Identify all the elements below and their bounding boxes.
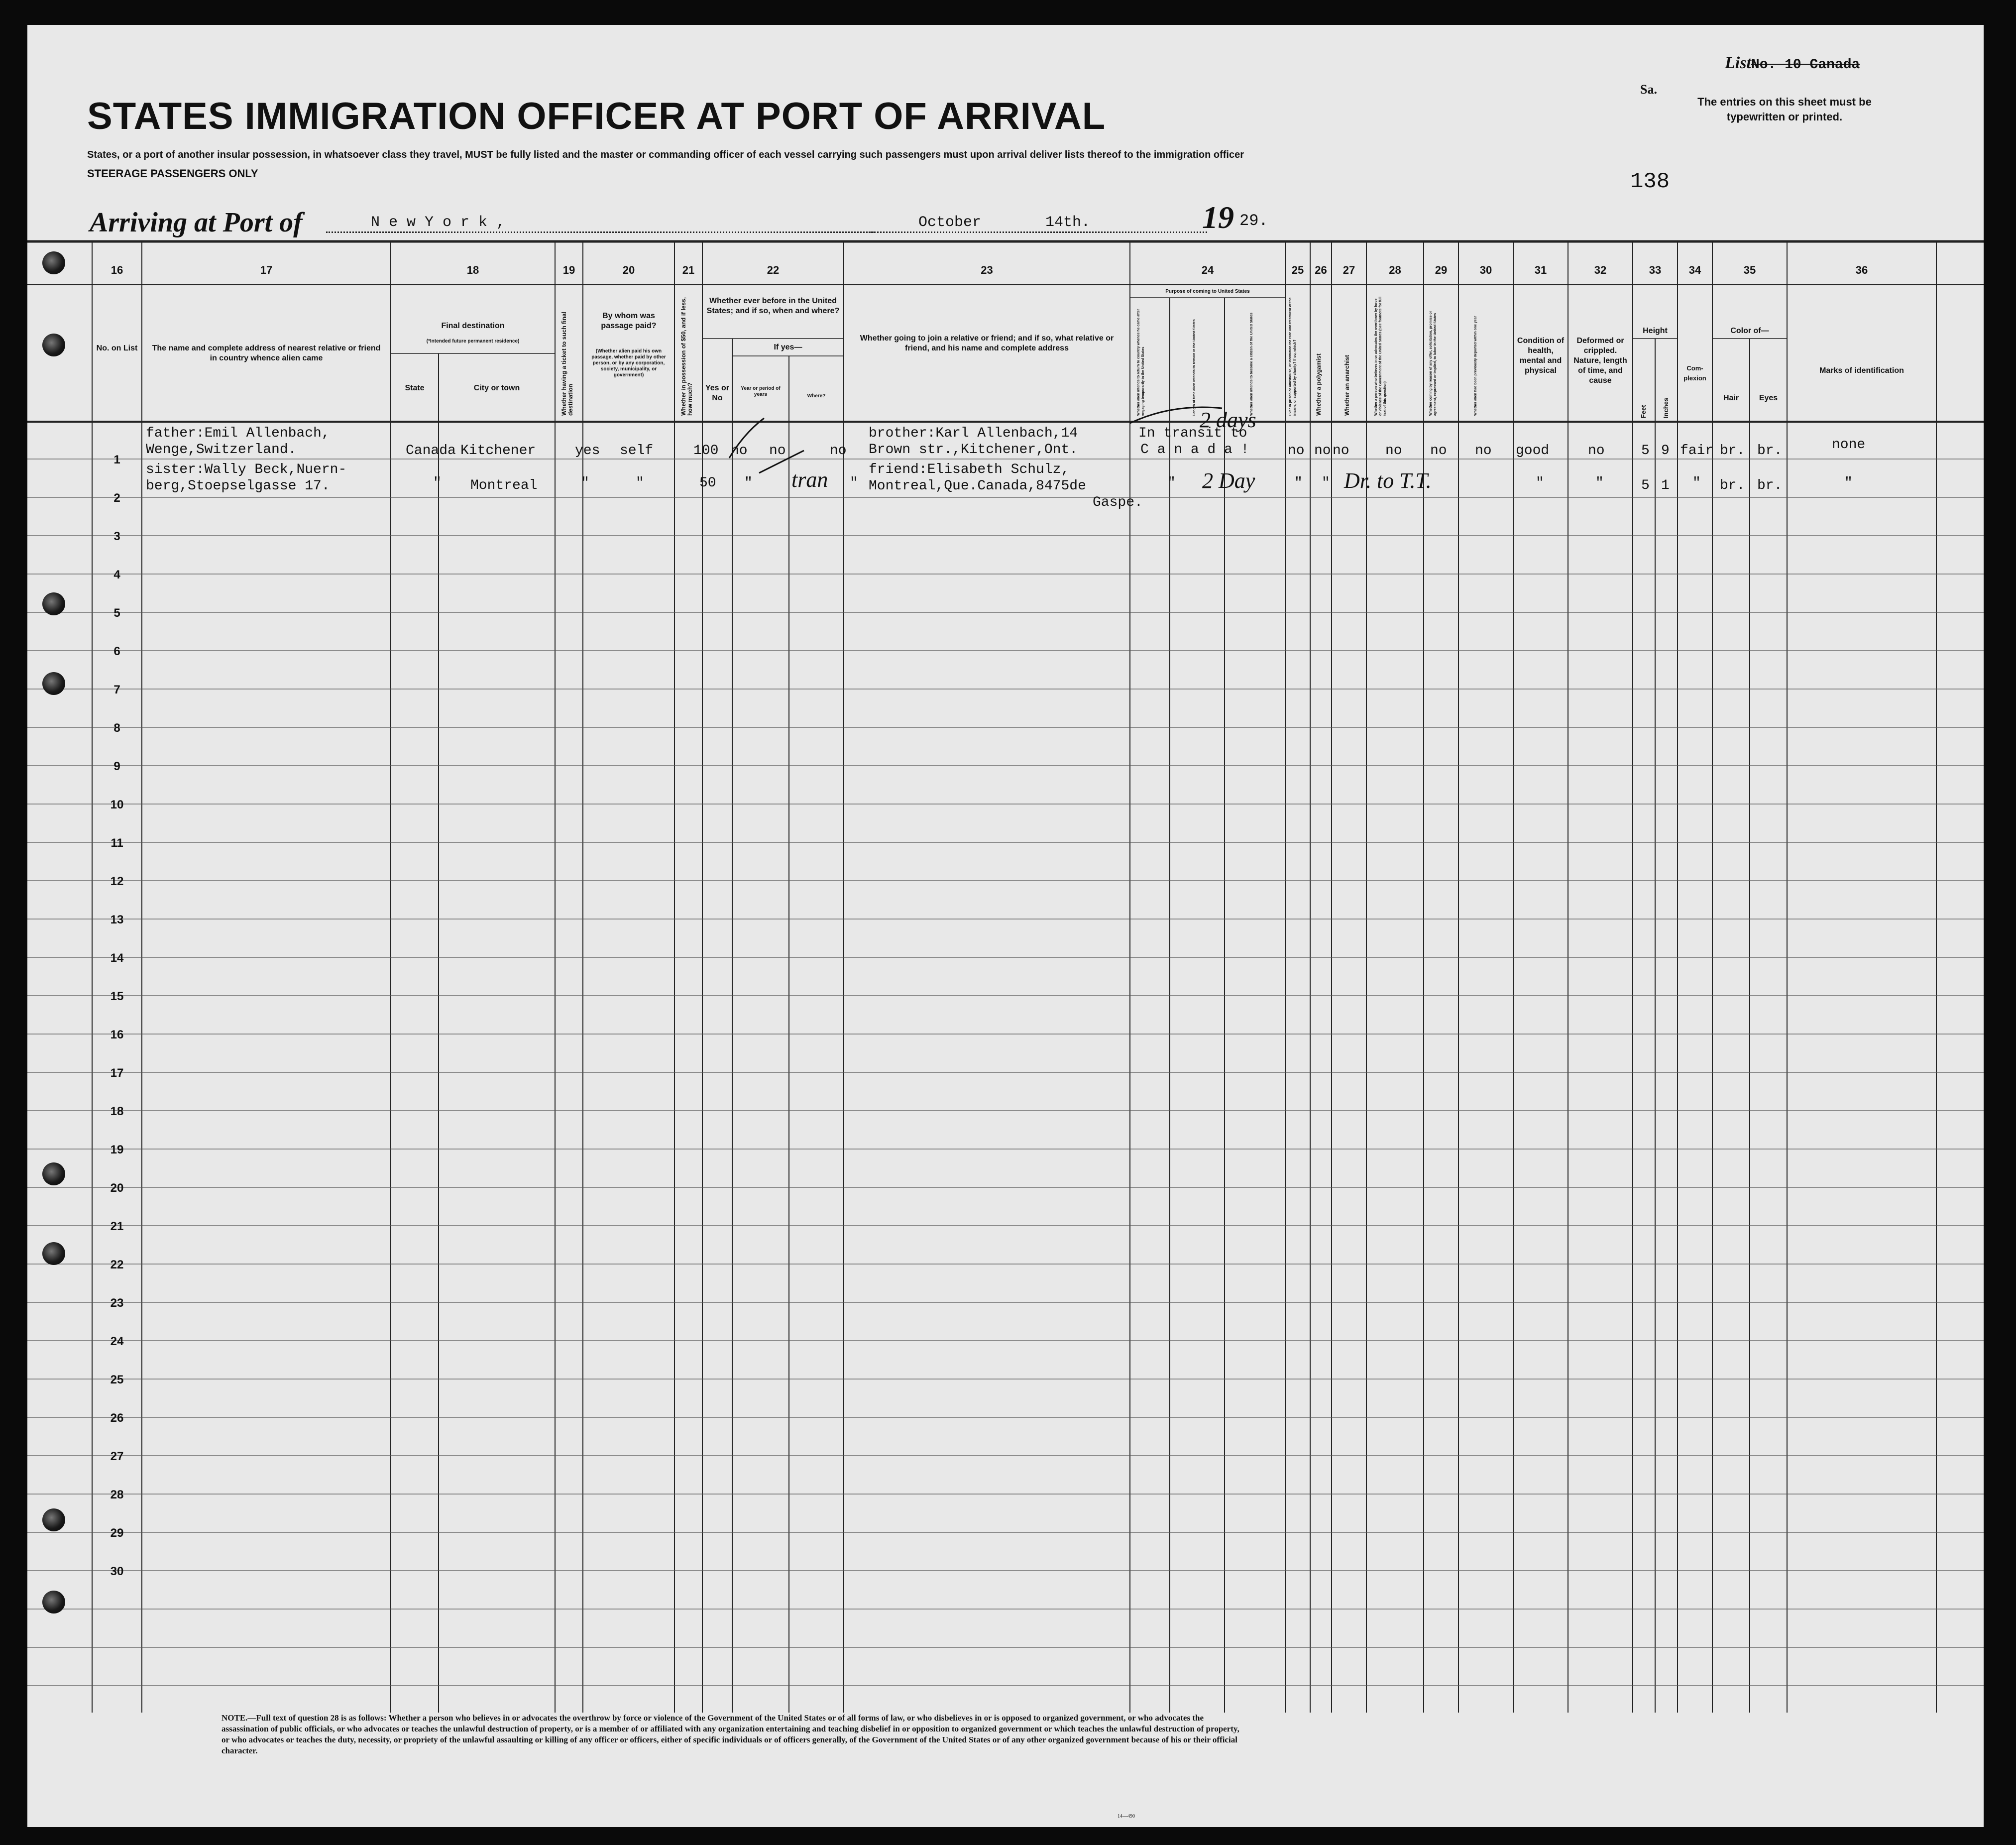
- punch-hole: [42, 334, 65, 356]
- col-16-header: No. on List: [96, 344, 138, 352]
- col-24c-header: Whether alien intends to become a citizen of the United States: [1250, 313, 1253, 416]
- row-number: 30: [110, 1565, 124, 1578]
- row-number: 3: [113, 530, 120, 543]
- row1-inches: 9: [1661, 443, 1670, 459]
- row-number: 18: [110, 1105, 124, 1118]
- row2-paid-by: ": [636, 475, 644, 491]
- row1-labor-offer: no: [1430, 443, 1447, 459]
- col-29-num: 29: [1435, 264, 1448, 276]
- row2-health: ": [1536, 475, 1544, 491]
- row1-hair: br.: [1720, 443, 1745, 459]
- month-value: October: [918, 214, 982, 231]
- col-22-num: 22: [767, 264, 780, 276]
- row2-join-line2: Montreal,Que.Canada,8475de: [869, 478, 1086, 494]
- row2-state: ": [433, 475, 442, 491]
- row2-relative-line1: sister:Wally Beck,Nuern-: [146, 462, 347, 477]
- row-number: 5: [113, 606, 120, 620]
- col-26-header: Whether a polygamist: [1315, 353, 1322, 416]
- row2-purpose-handwritten: 2 Day: [1202, 468, 1255, 493]
- row-number: 27: [110, 1450, 124, 1463]
- col-18-city-header: City or town: [473, 384, 520, 392]
- row-number: 23: [110, 1296, 124, 1310]
- col-17-header: The name and complete address of nearest relative or friend in country whence alien came: [152, 344, 381, 362]
- row1-anarchist: no: [1333, 443, 1349, 459]
- col-35-header: Color of—: [1730, 327, 1769, 335]
- col-29-header: Whether coming by reason of any offer, solicitation, promise or agreement, expressed or implied, to labor in the United States: [1429, 311, 1437, 416]
- col-28-header: Whether a person who believes in or advocates the overthrow by force or violence of the Government of the United States (See footnote for full text of this question): [1374, 296, 1387, 416]
- row1-complexion: fair: [1680, 443, 1714, 459]
- row-number: 19: [110, 1143, 124, 1156]
- col-19-num: 19: [562, 264, 575, 276]
- row-number: 17: [110, 1066, 124, 1080]
- col-30-header: Whether alien had been previously deported within one year: [1474, 316, 1477, 416]
- passenger-class: STEERAGE PASSENGERS ONLY: [87, 167, 258, 180]
- col-18-num: 18: [466, 264, 479, 276]
- col-24-num: 24: [1201, 264, 1214, 276]
- row1-ticket: yes: [575, 443, 600, 459]
- list-number: No. 10 Canada: [1751, 57, 1860, 73]
- col-22-year-header: Year or period of years: [741, 386, 781, 397]
- row1-health: good: [1516, 443, 1550, 459]
- row-number: 25: [110, 1373, 124, 1386]
- row-number: 2: [113, 491, 120, 505]
- row1-join-line1: brother:Karl Allenbach,14: [869, 426, 1078, 441]
- col-33-inches-header: Inches: [1662, 397, 1670, 418]
- col-26-num: 26: [1315, 264, 1327, 276]
- row2-complexion: ": [1692, 475, 1701, 491]
- sa-label: Sa.: [1640, 82, 1657, 97]
- row-number: 6: [113, 645, 120, 658]
- col-20-subheader: (Whether alien paid his own passage, whether paid by other person, or by any corporation, society, municipality, or government): [591, 348, 666, 378]
- row1-before-us: no: [731, 443, 748, 459]
- row-number: 20: [110, 1181, 124, 1195]
- row1-relative-line2: Wenge,Switzerland.: [146, 442, 297, 458]
- row1-purpose-line2: C a n a d a !: [1140, 442, 1249, 458]
- year-suffix: 29.: [1239, 212, 1268, 230]
- row2-join-line1: friend:Elisabeth Schulz,: [869, 462, 1070, 477]
- instruction-text: The entries on this sheet must be typewritten or printed.: [1697, 96, 1872, 123]
- row-number: 28: [110, 1488, 124, 1501]
- day-value: 14th.: [1045, 214, 1091, 231]
- row1-join-line2: Brown str.,Kitchener,Ont.: [869, 442, 1078, 458]
- col-27-header: Whether an anarchist: [1344, 354, 1350, 416]
- row2-hair: br.: [1720, 478, 1745, 493]
- col-31-num: 31: [1534, 264, 1547, 276]
- row2-relative-line2: berg,Stoepselgasse 17.: [146, 478, 330, 494]
- col-20-header: By whom was passage paid?: [601, 312, 657, 330]
- row1-polygamist: no: [1314, 443, 1331, 459]
- col-33-header: Height: [1643, 327, 1668, 335]
- row-number: 13: [110, 913, 124, 926]
- row-number: 4: [113, 568, 120, 581]
- row2-eyes: br.: [1757, 478, 1783, 493]
- row2-money: 50: [699, 475, 716, 491]
- row1-purpose-line1: In transit to: [1138, 426, 1247, 441]
- col-25-num: 25: [1291, 264, 1304, 276]
- col-36-header: Marks of identification: [1819, 366, 1904, 375]
- col-33-num: 33: [1649, 264, 1662, 276]
- col-34-num: 34: [1688, 264, 1701, 276]
- form-number: 14—490: [1118, 1814, 1135, 1819]
- row2-before-year-handwritten: tran: [791, 467, 828, 492]
- row-number: 12: [110, 875, 124, 888]
- row-number: 22: [110, 1258, 124, 1271]
- list-label: List: [1725, 54, 1751, 72]
- row2-inches: 1: [1661, 478, 1670, 493]
- col-25-header: Ever in prison or almshouse, or institution for care and treatment of the insane, or supported by charity? If so, which?: [1289, 297, 1297, 416]
- row2-ticket: ": [581, 475, 589, 491]
- footnote-text: NOTE.—Full text of question 28 is as follows: Whether a person who believes in or advocates the overthrow by force or violence of the Government of the United States or of all forms of law, or who disbelieves in or is opposed to organized government, or who advocates the assassination of public officials, or who advocates or teaches the unlawful destruction of property, or is a member of or affiliated with any organization entertaining and teaching disbelief in or opposition to organized government or which teaches the unlawful destruction of property, or who advocates or teaches the duty, necessity, or propriety of the unlawful assaulting or killing of any officer or officers, either of specific individuals or of officers generally, of the Government of the United States or of any other organized government because of his or their official character.: [222, 1713, 1239, 1755]
- row-number: 24: [110, 1335, 124, 1348]
- arriving-label: Arriving at Port of: [90, 207, 303, 238]
- sheet-number: 138: [1630, 169, 1670, 194]
- row-number: 9: [113, 760, 120, 773]
- row1-purpose-handwritten: 2 days: [1200, 408, 1256, 432]
- row1-paid-by: self: [620, 443, 654, 459]
- col-32-header: Deformed or crippled. Nature, length of time, and cause: [1573, 337, 1627, 385]
- col-30-num: 30: [1479, 264, 1492, 276]
- col-22-if-yes-header: If yes—: [774, 343, 802, 351]
- col-19-header: Whether having a ticket to such final destination: [560, 312, 574, 416]
- col-18-state-header: State: [405, 384, 425, 392]
- row-number: 11: [111, 836, 123, 850]
- page-title: STATES IMMIGRATION OFFICER AT PORT OF ARRIVAL: [87, 95, 1106, 137]
- row-number: 8: [113, 721, 120, 735]
- col-21-num: 21: [682, 264, 695, 276]
- col-22-header: Whether ever before in the United States; and if so, when and where?: [706, 297, 840, 315]
- row1-marks: none: [1832, 437, 1866, 453]
- row2-feet: 5: [1641, 478, 1650, 493]
- col-36-num: 36: [1855, 264, 1868, 276]
- col-21-header: Whether in possession of $50, and if less, how much?: [680, 297, 693, 416]
- col-35-hair-header: Hair: [1723, 394, 1739, 402]
- col-22-where-header: Where?: [807, 393, 826, 399]
- punch-hole: [42, 251, 65, 274]
- col-23-num: 23: [981, 264, 993, 276]
- col-24b-header: Length of time alien intends to remain in the United States: [1193, 319, 1196, 416]
- row-number: 10: [110, 798, 124, 811]
- punch-hole: [42, 1591, 65, 1614]
- row2-purpose: ": [1167, 475, 1176, 491]
- manifest-grid: [27, 25, 1984, 1827]
- col-28-num: 28: [1389, 264, 1401, 276]
- row2-before-us: ": [744, 475, 753, 491]
- col-32-num: 32: [1594, 264, 1607, 276]
- row2-polygamist: ": [1322, 475, 1330, 491]
- manifest-sheet: [27, 25, 1984, 1827]
- row2-deformed: ": [1595, 475, 1604, 491]
- col-24-header: Purpose of coming to United States: [1165, 289, 1250, 294]
- col-20-num: 20: [622, 264, 635, 276]
- row1-before-year: no: [769, 443, 786, 459]
- punch-hole: [42, 1242, 65, 1265]
- row2-marks: ": [1844, 475, 1853, 491]
- col-23-header: Whether going to join a relative or friend; and if so, what relative or friend, and his name and complete address: [860, 334, 1114, 352]
- row-number: 16: [110, 1028, 124, 1041]
- col-18-header: Final destination: [441, 322, 505, 330]
- col-31-header: Condition of health, mental and physical: [1517, 337, 1565, 375]
- row2-join-line3: Gaspe.: [1093, 495, 1143, 510]
- row2-city: Montreal: [470, 478, 538, 493]
- row-number: 1: [113, 453, 120, 466]
- punch-hole: [42, 1508, 65, 1531]
- punch-hole: [42, 672, 65, 695]
- row-number: 29: [110, 1526, 124, 1540]
- port-value: N e w Y o r k ,: [371, 214, 506, 231]
- subtitle-text: States, or a port of another insular possession, in whatsoever class they travel, MUST be fully listed and the master or commanding officer of each vessel carrying such passengers must upon arrival deliver lists thereof to the immigration officer: [87, 149, 1244, 160]
- row2-overthrow-handwritten: Dr. to T.T.: [1344, 468, 1432, 493]
- row-number: 15: [110, 990, 124, 1003]
- col-18-subheader: (*Intended future permanent residence): [426, 339, 520, 344]
- row-number: 21: [110, 1220, 124, 1233]
- row1-city: Kitchener: [460, 443, 536, 459]
- row1-state: Canada: [406, 443, 456, 459]
- row1-prison: no: [1288, 443, 1305, 459]
- col-24a-header: Whether alien intends to return to country whence he came after engaging temporarily in the United States: [1137, 309, 1145, 416]
- row1-relative-line1: father:Emil Allenbach,: [146, 426, 330, 441]
- col-35-num: 35: [1743, 264, 1756, 276]
- row2-before-where: ": [850, 475, 858, 491]
- col-35-eyes-header: Eyes: [1759, 394, 1778, 402]
- row2-prison: ": [1294, 475, 1303, 491]
- col-17-num: 17: [260, 264, 273, 276]
- row-number: 26: [110, 1411, 124, 1425]
- row1-eyes: br.: [1757, 443, 1783, 459]
- col-34-header: Com-plexion: [1683, 364, 1706, 382]
- row1-overthrow: no: [1385, 443, 1402, 459]
- punch-hole: [42, 1162, 65, 1185]
- row1-deported: no: [1475, 443, 1492, 459]
- row1-feet: 5: [1641, 443, 1650, 459]
- col-22-yes-no-header: Yes or No: [705, 384, 730, 402]
- row-number: 14: [110, 951, 124, 965]
- row-number: 7: [113, 683, 120, 696]
- year-prefix: 19: [1202, 200, 1234, 235]
- punch-hole: [42, 592, 65, 615]
- row1-money: 100: [693, 443, 719, 459]
- col-27-num: 27: [1343, 264, 1355, 276]
- row1-deformed: no: [1588, 443, 1605, 459]
- col-16-num: 16: [111, 264, 123, 276]
- col-33-feet-header: Feet: [1640, 405, 1647, 418]
- row1-before-where: no: [830, 443, 847, 459]
